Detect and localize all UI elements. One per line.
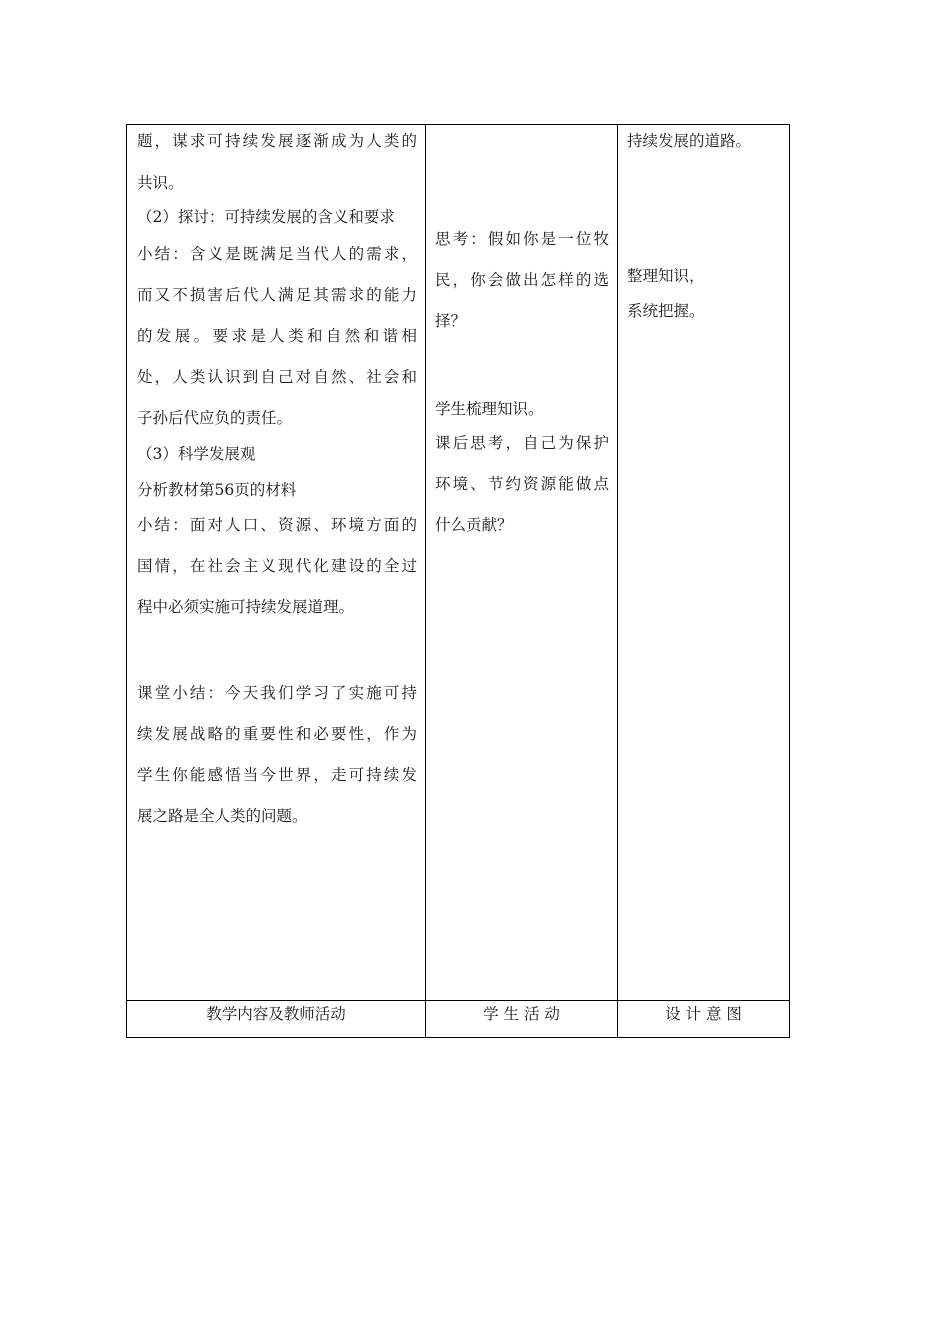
text-line: 续发展战略的重要性和必要性，作为 bbox=[137, 725, 417, 743]
text-line: 共识。 bbox=[137, 174, 184, 192]
text-line: 什么贡献？ bbox=[435, 516, 513, 534]
text-line: 处，人类认识到自己对自然、社会和 bbox=[137, 368, 417, 386]
text-line: 环境、节约资源能做点 bbox=[435, 475, 609, 493]
text-line: 而又不损害后代人满足其需求的能力 bbox=[137, 286, 417, 304]
text-line: 分析教材第56页的材料 bbox=[137, 481, 297, 499]
text-line: 的发展。要求是人类和自然和谐相 bbox=[137, 327, 417, 345]
text-line: 课堂小结：今天我们学习了实施可持 bbox=[137, 684, 417, 702]
text-line: 学生你能感悟当今世界，走可持续发 bbox=[137, 766, 417, 784]
text-line: 持续发展的道路。 bbox=[627, 132, 752, 150]
text-line: 小结：含义是既满足当代人的需求， bbox=[137, 245, 417, 263]
text-line: 展之路是全人类的问题。 bbox=[137, 807, 308, 825]
text-line: 整理知识， bbox=[627, 267, 705, 285]
footer-teacher-activity: 教学内容及教师活动 bbox=[206, 1005, 346, 1023]
column-divider-1 bbox=[425, 125, 426, 1037]
text-line: 系统把握。 bbox=[627, 302, 705, 320]
text-line: 题，谋求可持续发展逐渐成为人类的 bbox=[137, 132, 417, 150]
text-line: （2）探讨：可持续发展的含义和要求 bbox=[137, 208, 395, 226]
text-line: 学生梳理知识。 bbox=[435, 400, 544, 418]
footer-design-intent: 设 计 意 图 bbox=[665, 1005, 742, 1023]
text-line: 民，你会做出怎样的选 bbox=[435, 271, 609, 289]
footer-student-activity: 学 生 活 动 bbox=[483, 1005, 560, 1023]
text-line: 小结：面对人口、资源、环境方面的 bbox=[137, 516, 417, 534]
text-line: 国情，在社会主义现代化建设的全过 bbox=[137, 557, 417, 575]
text-line: 择？ bbox=[435, 312, 467, 330]
text-line: 子孙后代应负的责任。 bbox=[137, 409, 293, 427]
text-line: 课后思考，自己为保护 bbox=[435, 434, 609, 452]
lesson-table bbox=[126, 124, 790, 1038]
text-line: 思考：假如你是一位牧 bbox=[435, 230, 609, 248]
text-line: （3）科学发展观 bbox=[137, 445, 256, 463]
text-line: 程中必须实施可持续发展道理。 bbox=[137, 598, 355, 616]
column-divider-2 bbox=[617, 125, 618, 1037]
